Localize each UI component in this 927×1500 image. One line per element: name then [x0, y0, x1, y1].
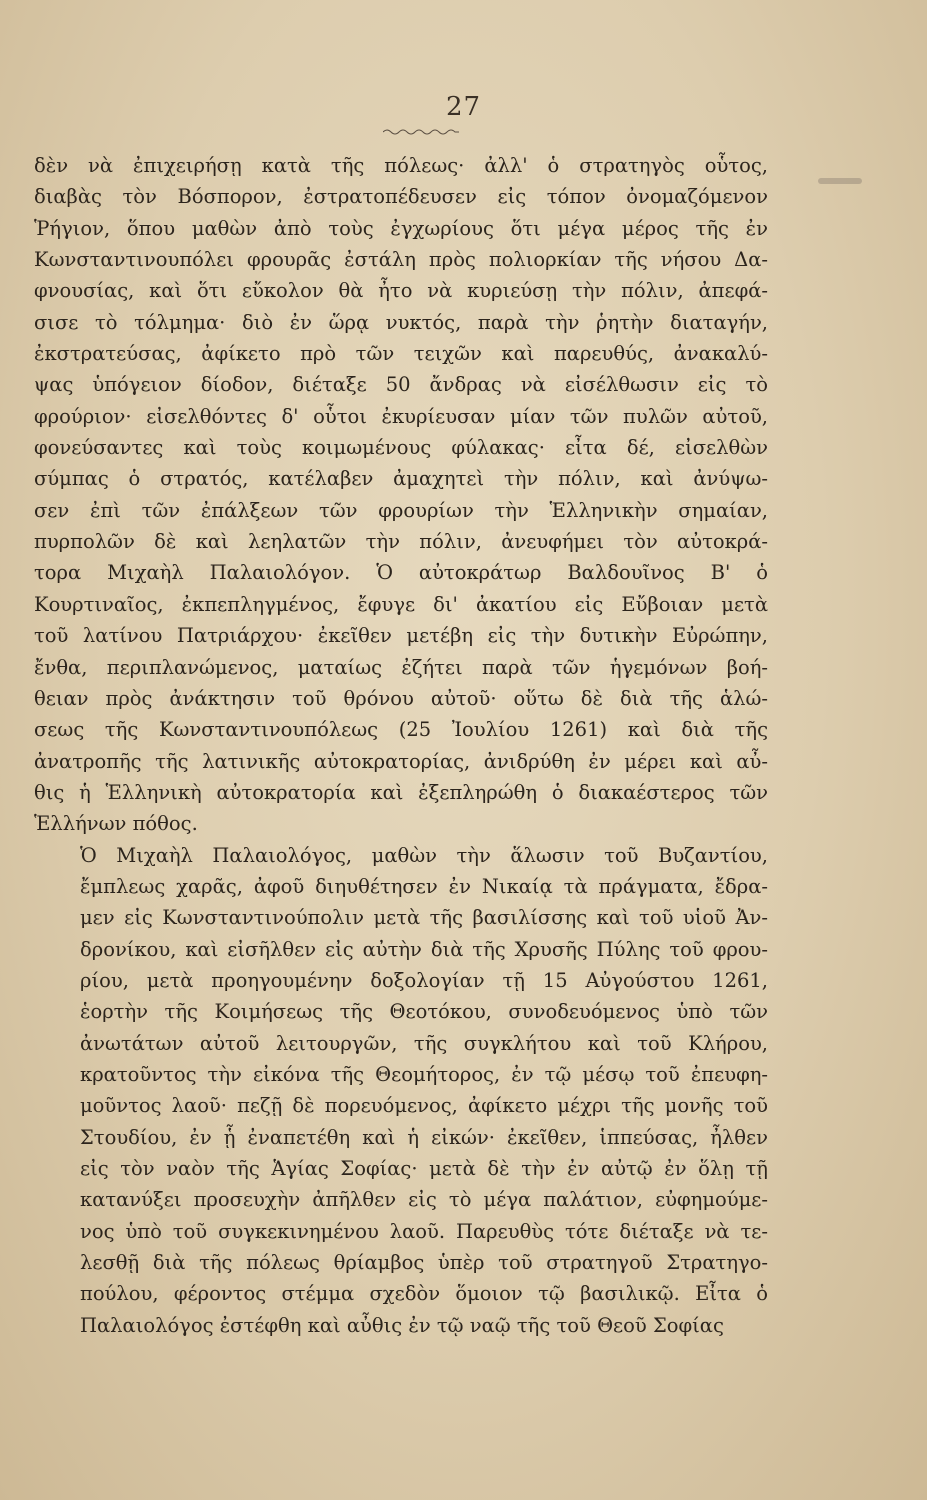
text-line: φνουσίας, καὶ ὅτι εὔκολον θὰ ἦτο νὰ κυριεύσῃ τὴν πόλιν, ἀπεφά-: [34, 279, 768, 303]
text-line: ρίου, μετὰ προηγουμένην δοξολογίαν τῇ 15 Αὐγούστου 1261,: [80, 968, 768, 992]
wavy-ornament-icon: [383, 128, 459, 136]
text-line: ἀνατροπῆς τῆς λατινικῆς αὐτοκρατορίας, ἀνιδρύθη ἐν μέρει καὶ αὖ-: [34, 749, 768, 773]
text-line: Ὁ Μιχαὴλ Παλαιολόγος, μαθὼν τὴν ἅλωσιν τοῦ Βυζαντίου,: [80, 843, 768, 867]
text-line: φονεύσαντες καὶ τοὺς κοιμωμένους φύλακας· εἶτα δέ, εἰσελθὼν: [34, 436, 768, 460]
text-line: ἔμπλεως χαρᾶς, ἀφοῦ διηυθέτησεν ἐν Νικαίᾳ τὰ πράγματα, ἔδρα-: [80, 874, 768, 898]
text-line: πούλου, φέροντος στέμμα σχεδὸν ὅμοιον τῷ βασιλικῷ. Εἶτα ὁ: [80, 1282, 768, 1306]
text-line: λεσθῇ διὰ τῆς πόλεως θρίαμβος ὑπὲρ τοῦ στρατηγοῦ Στρατηγο-: [80, 1251, 768, 1275]
text-line: ἐκστρατεύσας, ἀφίκετο πρὸ τῶν τειχῶν καὶ παρευθύς, ἀνακαλύ-: [34, 342, 768, 366]
text-line: ἔνθα, περιπλανώμενος, ματαίως ἐζήτει παρὰ τῶν ἡγεμόνων βοή-: [34, 655, 768, 679]
text-line: μεν εἰς Κωνσταντινούπολιν μετὰ τῆς βασιλίσσης καὶ τοῦ υἱοῦ Ἀν-: [80, 906, 768, 930]
text-line: τορα Μιχαὴλ Παλαιολόγον. Ὁ αὐτοκράτωρ Βαλδουῖνος Β' ὁ: [34, 561, 768, 585]
text-line: κατανύξει προσευχὴν ἀπῆλθεν εἰς τὸ μέγα παλάτιον, εὐφημούμε-: [80, 1188, 768, 1212]
text-line: ψας ὑπόγειον δίοδον, διέταξε 50 ἄνδρας νὰ εἰσέλθωσιν εἰς τὸ: [34, 373, 768, 397]
text-line: πυρπολῶν δὲ καὶ λεηλατῶν τὴν πόλιν, ἀνευφήμει τὸν αὐτοκρά-: [34, 530, 768, 554]
text-line: θειαν πρὸς ἀνάκτησιν τοῦ θρόνου αὐτοῦ· οὕτω δὲ διὰ τῆς ἁλώ-: [34, 686, 768, 710]
text-line: Κουρτιναῖος, ἐκπεπληγμένος, ἔφυγε δι' ἀκατίου εἰς Εὔβοιαν μετὰ: [34, 592, 768, 616]
text-line: σισε τὸ τόλμημα· διὸ ἐν ὥρᾳ νυκτός, παρὰ τὴν ῥητὴν διαταγήν,: [34, 310, 768, 334]
text-line: τοῦ λατίνου Πατριάρχου· ἐκεῖθεν μετέβη εἰς τὴν δυτικὴν Εὐρώπην,: [34, 624, 768, 648]
paragraph: [34, 840, 768, 1342]
text-line: νος ὑπὸ τοῦ συγκεκινημένου λαοῦ. Παρευθὺς τότε διέταξε νὰ τε-: [80, 1219, 768, 1243]
body-text: [34, 150, 768, 1341]
text-line: ἀνωτάτων αὐτοῦ λειτουργῶν, τῆς συγκλήτου καὶ τοῦ Κλήρου,: [80, 1031, 768, 1055]
text-line: σεν ἐπὶ τῶν ἐπάλξεων τῶν φρουρίων τὴν Ἑλληνικὴν σημαίαν,: [34, 498, 768, 522]
text-line: διαβὰς τὸν Βόσπορον, ἐστρατοπέδευσεν εἰς τόπον ὀνομαζόμενον: [34, 185, 768, 209]
text-line: Στουδίου, ἐν ᾗ ἐναπετέθη καὶ ἡ εἰκών· ἐκεῖθεν, ἱππεύσας, ἦλθεν: [80, 1125, 768, 1149]
text-line: Ἑλλήνων πόθος.: [34, 812, 198, 836]
text-line: Κωνσταντινουπόλει φρουρᾶς ἐστάλη πρὸς πολιορκίαν τῆς νήσου Δα-: [34, 248, 768, 272]
page-number: 27: [445, 92, 482, 122]
paragraph: [34, 150, 768, 840]
text-line: εἰς τὸν ναὸν τῆς Ἁγίας Σοφίας· μετὰ δὲ τὴν ἐν αὐτῷ ἐν ὅλῃ τῇ: [80, 1157, 768, 1180]
text-line: σεως τῆς Κωνσταντινουπόλεως (25 Ἰουλίου 1261) καὶ διὰ τῆς: [34, 718, 768, 742]
text-line: δρονίκου, καὶ εἰσῆλθεν εἰς αὐτὴν διὰ τῆς Χρυσῆς Πύλης τοῦ φρου-: [80, 937, 768, 961]
text-line: δὲν νὰ ἐπιχειρήσῃ κατὰ τῆς πόλεως· ἀλλ' ὁ στρατηγὸς οὗτος,: [34, 154, 768, 177]
text-line: ἑορτὴν τῆς Κοιμήσεως τῆς Θεοτόκου, συνοδευόμενος ὑπὸ τῶν: [80, 1000, 768, 1024]
text-line: θις ἡ Ἑλληνικὴ αὐτοκρατορία καὶ ἐξεπληρώθη ὁ διακαέστερος τῶν: [34, 780, 768, 804]
text-line: μοῦντος λαοῦ· πεζῇ δὲ πορευόμενος, ἀφίκετο μέχρι τῆς μονῆς τοῦ: [80, 1094, 768, 1118]
text-line: Παλαιολόγος ἐστέφθη καὶ αὖθις ἐν τῷ ναῷ τῆς τοῦ Θεοῦ Σοφίας: [80, 1313, 724, 1337]
margin-smudge: [818, 178, 862, 184]
text-line: σύμπας ὁ στρατός, κατέλαβεν ἀμαχητεὶ τὴν πόλιν, καὶ ἀνύψω-: [34, 467, 768, 491]
text-line: φρούριον· εἰσελθόντες δ' οὗτοι ἐκυρίευσαν μίαν τῶν πυλῶν αὐτοῦ,: [34, 404, 768, 428]
text-line: κρατοῦντος τὴν εἰκόνα τῆς Θεομήτορος, ἐν τῷ μέσῳ τοῦ ἐπευφη-: [80, 1062, 768, 1086]
text-line: Ῥήγιον, ὅπου μαθὼν ἀπὸ τοὺς ἐγχωρίους ὅτι μέγα μέρος τῆς ἐν: [34, 216, 768, 240]
